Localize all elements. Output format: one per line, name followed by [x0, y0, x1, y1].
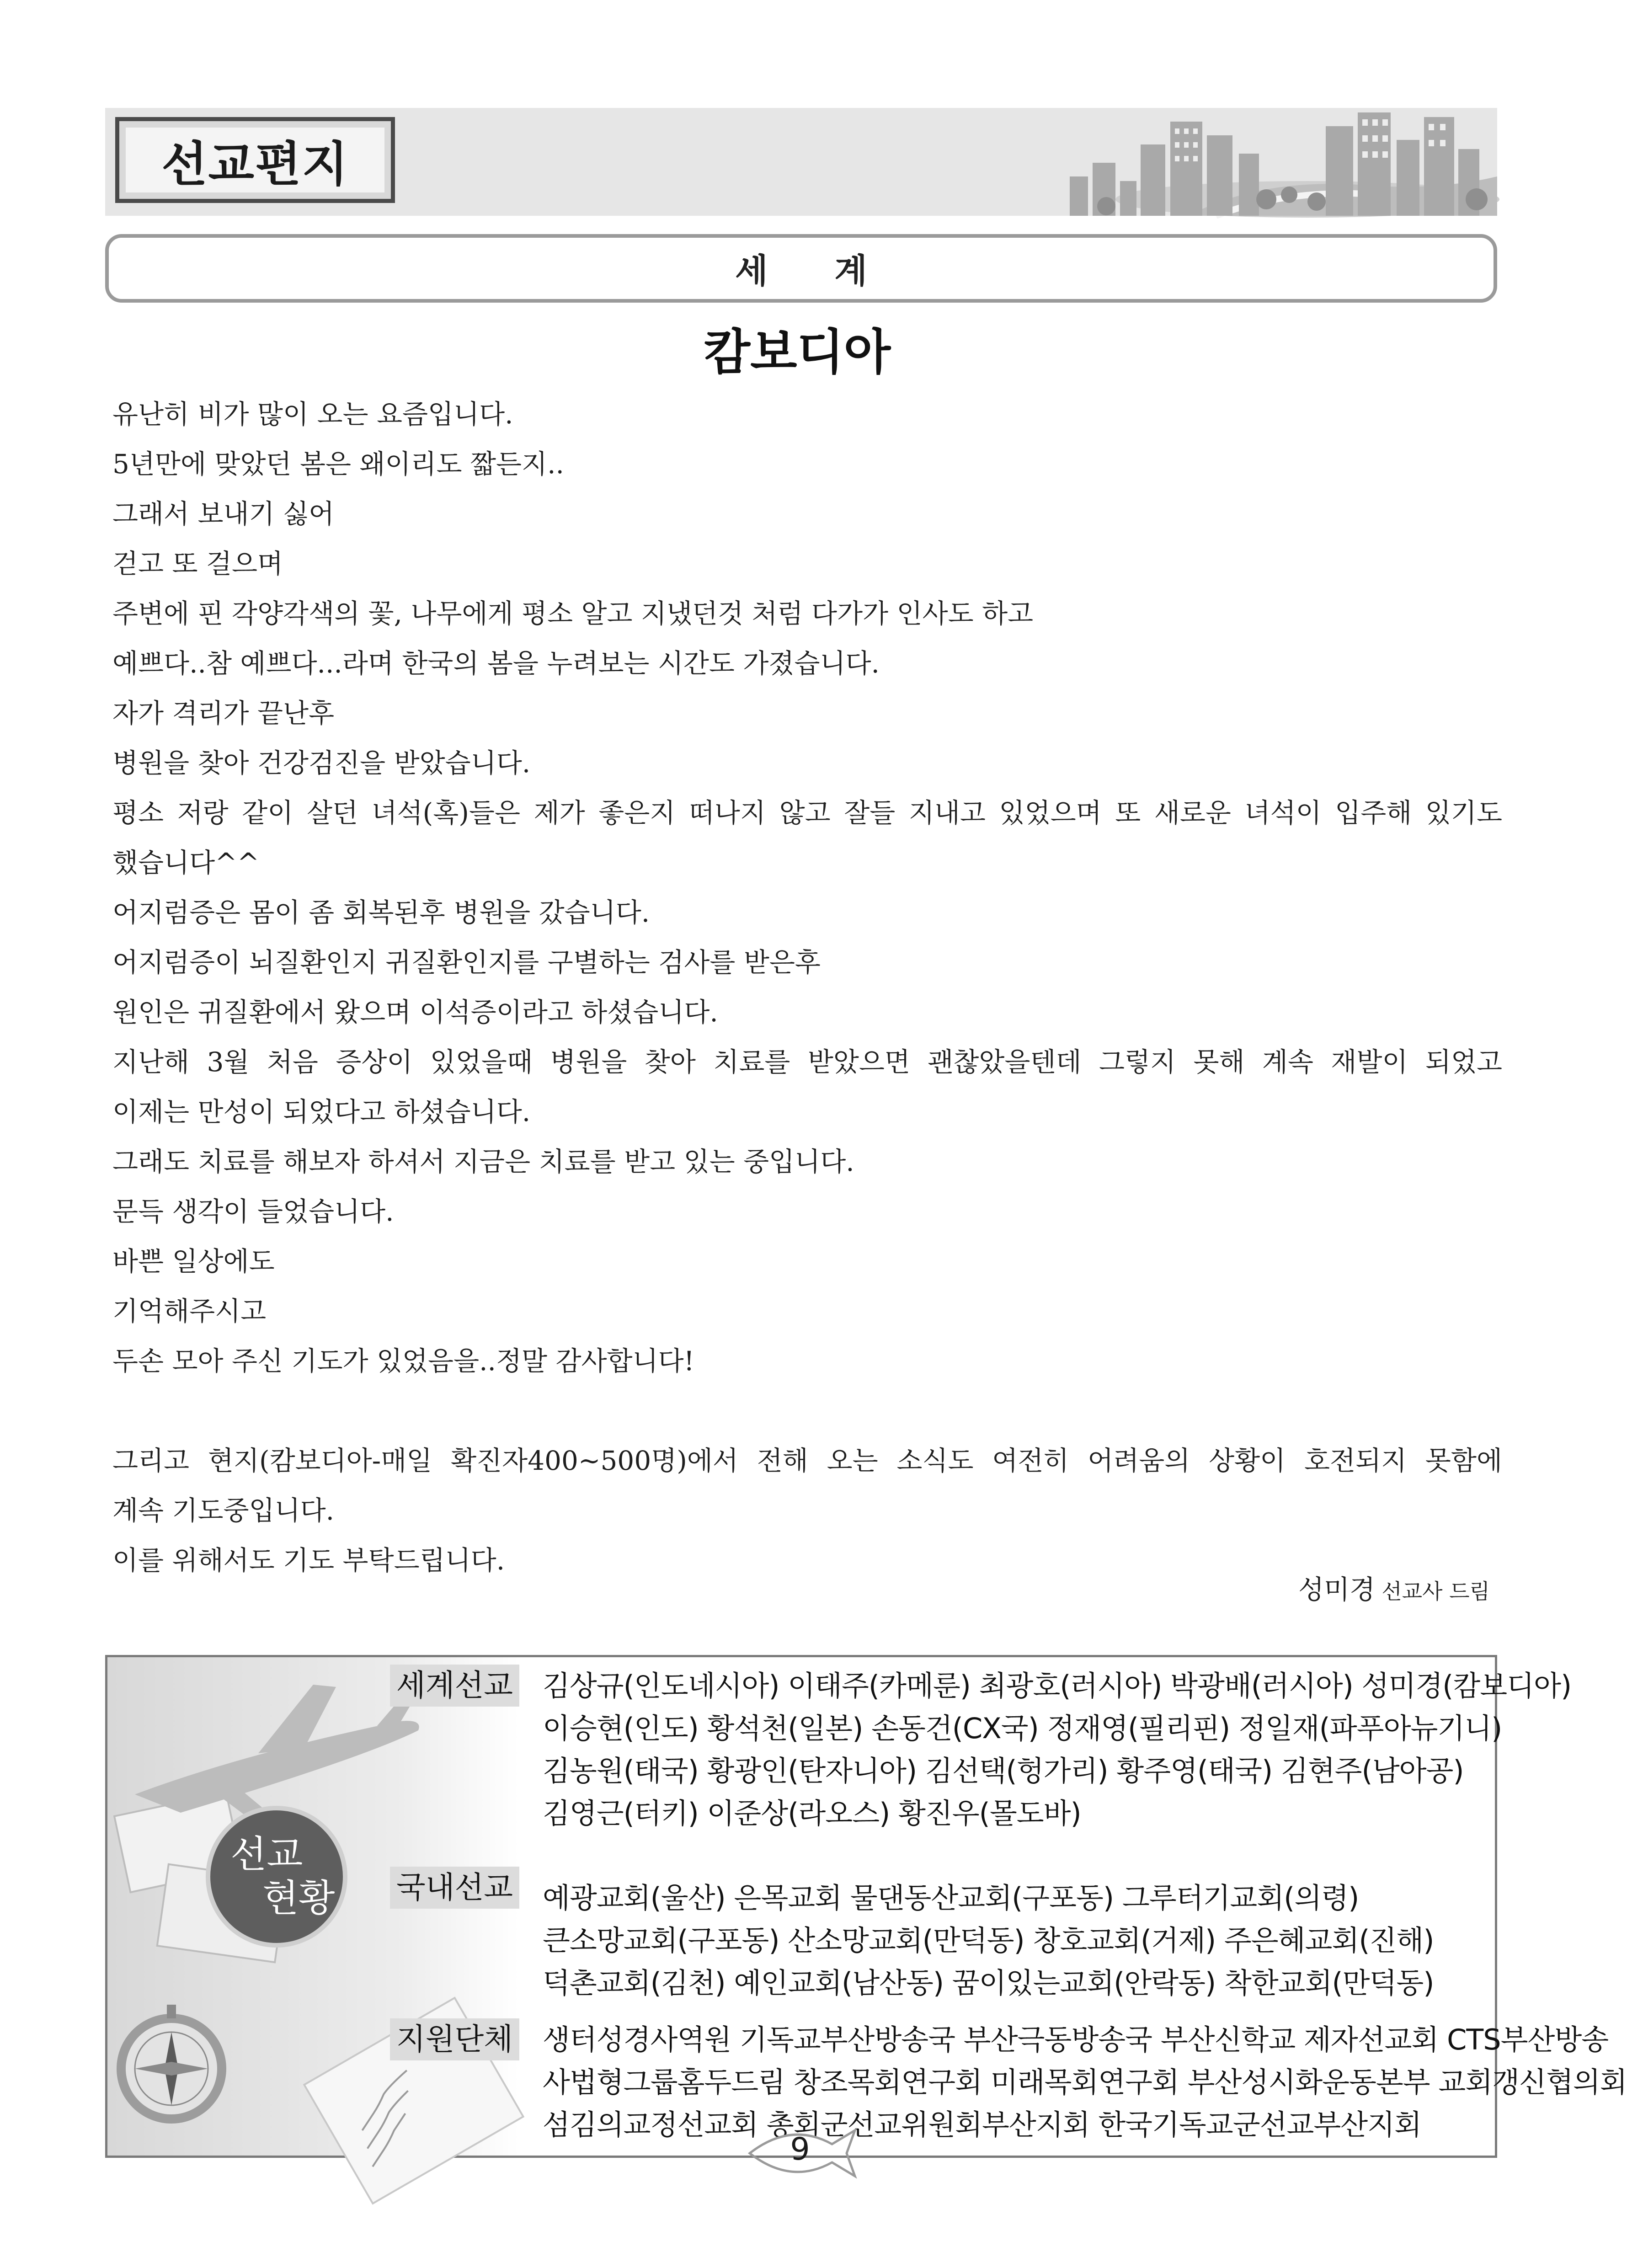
letter-line: 어지럼증이 뇌질환인지 귀질환인지를 구별하는 검사를 받은후: [112, 947, 821, 978]
city-illustration: [1051, 108, 1497, 216]
letter-line: 했습니다^^: [112, 847, 260, 878]
signature: [1298, 1568, 1490, 1606]
list-line: 김농원(태국) 황광인(탄자니아) 김선택(헝가리) 황주영(태국) 김현주(남아공): [543, 1754, 1464, 1788]
letter-line: 원인은 귀질환에서 왔으며 이석증이라고 하셨습니다.: [112, 997, 718, 1028]
letter-line: 어지럼증은 몸이 좀 회복된후 병원을 갔습니다.: [112, 897, 650, 928]
letter-line: 그래도 치료를 해보자 하셔서 지금은 치료를 받고 있는 중입니다.: [112, 1146, 854, 1177]
letter-line: 5년만에 맞았던 봄은 왜이리도 짧든지..: [112, 448, 564, 480]
letter-line: 주변에 핀 각양각색의 꽃, 나무에게 평소 알고 지냈던것 처럼 다가가 인사도 하고: [112, 598, 1034, 629]
page-number: 9: [790, 2131, 810, 2167]
letter-closing-line: 이를 위해서도 기도 부탁드립니다.: [112, 1545, 505, 1576]
section-tab: [115, 117, 395, 203]
list-line: 사법형그룹홈두드림 창조목회연구회 미래목회연구회 부산성시화운동본부 교회갱신협의회: [543, 2065, 1627, 2099]
world-mission-list: [543, 1665, 1571, 1835]
letter-line: 이제는 만성이 되었다고 하셨습니다.: [112, 1096, 531, 1127]
domestic-mission-label: 국내선교: [390, 1867, 519, 1909]
letter-closing-line: 그리고 현지(캄보디아-매일 확진자400~500명)에서 전해 오는 소식도 여전히 어려움의 상황이 호전되지 못함에: [112, 1445, 1502, 1476]
letter-line: 기억해주시고: [112, 1296, 267, 1327]
region-label: 세 계: [105, 234, 1497, 303]
letter-line: 그래서 보내기 싫어: [112, 498, 335, 529]
letter-line: 예쁘다..참 예쁘다...라며 한국의 봄을 누려보는 시간도 가졌습니다.: [112, 648, 880, 679]
country-title: 캄보디아: [703, 324, 891, 380]
letter-line: 바쁜 일상에도: [112, 1246, 275, 1277]
paragraph-gap: [112, 1386, 1502, 1436]
letter-line: 걷고 또 걸으며: [112, 548, 283, 579]
section-title: 선교편지: [126, 128, 384, 192]
mission-status-badge: [206, 1806, 347, 1948]
domestic-mission-list: [543, 1877, 1434, 2004]
list-line: 예광교회(울산) 은목교회 물댄동산교회(구포동) 그루터기교회(의령): [543, 1881, 1359, 1915]
badge-line: 선교: [230, 1833, 303, 1876]
letter-line: 평소 저랑 같이 살던 녀석(혹)들은 제가 좋은지 떠나지 않고 잘들 지내고 있었으며 또 새로운 녀석이 입주해 있기도: [112, 797, 1502, 828]
letter-line: 문득 생각이 들었습니다.: [112, 1196, 394, 1227]
support-org-list: [543, 2018, 1627, 2146]
list-line: 김상규(인도네시아) 이태주(카메룬) 최광호(러시아) 박광배(러시아) 성미경(캄보디아): [543, 1669, 1572, 1702]
list-line: 덕촌교회(김천) 예인교회(남산동) 꿈이있는교회(안락동) 착한교회(만덕동): [543, 1966, 1434, 2000]
world-mission-label: 세계선교: [390, 1665, 519, 1707]
letter-body: [112, 390, 1502, 1585]
letter-line: 두손 모아 주신 기도가 있었음을..정말 감사합니다!: [112, 1345, 694, 1377]
list-line: 김영근(터키) 이준상(라오스) 황진우(몰도바): [543, 1797, 1081, 1830]
signature-name: 성미경: [1298, 1574, 1376, 1605]
badge-line: 현황: [262, 1877, 335, 1920]
support-org-label: 지원단체: [390, 2018, 519, 2060]
list-line: 생터성경사역원 기독교부산방송국 부산극동방송국 부산신학교 제자선교회 CTS부산방송: [543, 2023, 1609, 2056]
letter-line: 지난해 3월 처음 증상이 있었을때 병원을 찾아 치료를 받았으면 괜찮았을텐데 그렇지 못해 계속 재발이 되었고: [112, 1046, 1502, 1078]
list-line: 이승현(인도) 황석천(일본) 손동건(CX국) 정재영(필리핀) 정일재(파푸아뉴기니): [543, 1712, 1502, 1745]
letter-closing-line: 계속 기도중입니다.: [112, 1495, 335, 1526]
letter-line: 유난히 비가 많이 오는 요즘입니다.: [112, 399, 513, 430]
letter-line: 자가 격리가 끝난후: [112, 698, 335, 729]
signature-title: 선교사 드림: [1382, 1579, 1490, 1604]
list-line: 섬김의교정선교회 총회군선교위원회부산지회 한국기독교군선교부산지회: [543, 2108, 1421, 2141]
list-line: 큰소망교회(구포동) 산소망교회(만덕동) 창호교회(거제) 주은혜교회(진해): [543, 1924, 1434, 1957]
letter-line: 병원을 찾아 건강검진을 받았습니다.: [112, 747, 531, 779]
